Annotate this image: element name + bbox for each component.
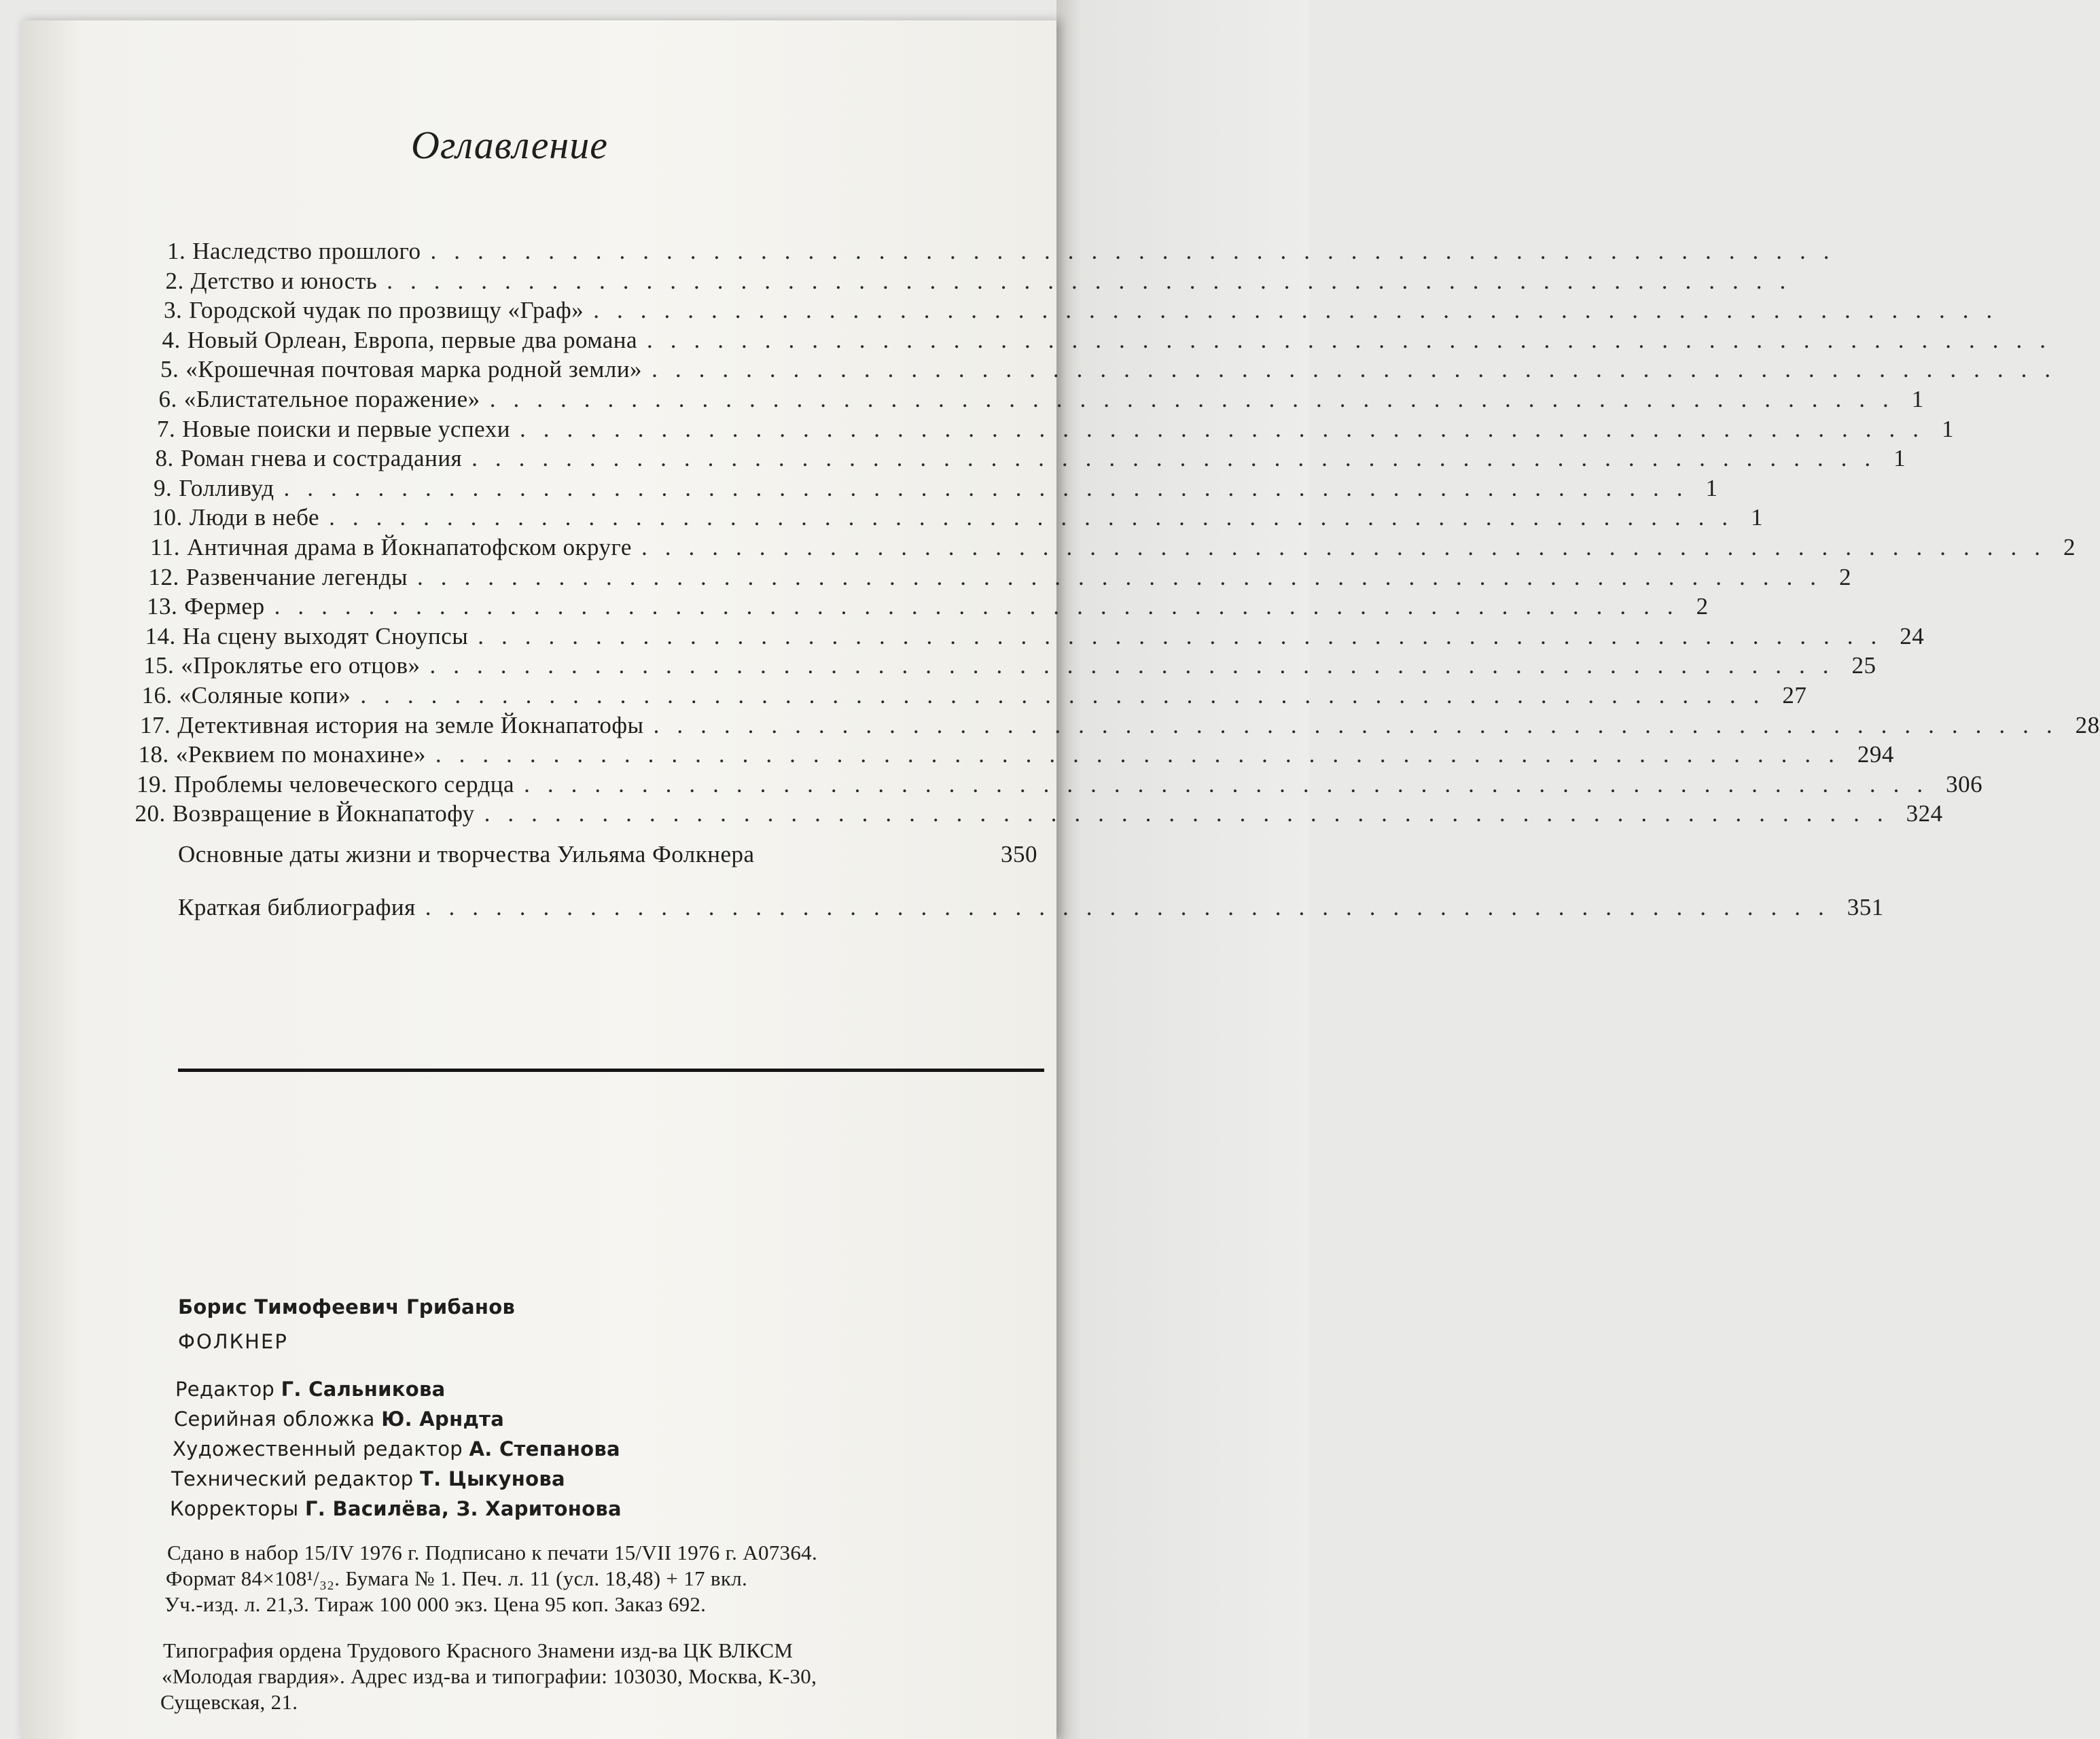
- toc-entry-number: 20.: [135, 800, 166, 827]
- contents-heading: Оглавление: [411, 123, 608, 167]
- toc-entry: [140, 711, 2100, 739]
- leader-dots: ............................................................: [478, 622, 1895, 649]
- toc-entry-number: 14.: [145, 622, 176, 649]
- toc-entry: [152, 504, 1764, 531]
- toc-entry-page: 294: [1857, 741, 1894, 768]
- toc-entry-number: 15.: [143, 652, 175, 679]
- toc-entry-title: Новые поиски и первые успехи: [182, 415, 510, 442]
- toc-entry-title: На сцену выходят Сноупсы: [182, 622, 469, 649]
- credit-role: Серийная обложка: [174, 1408, 375, 1431]
- leader-dots: ............................................................: [387, 267, 1804, 294]
- toc-entry-number: 3.: [164, 297, 183, 324]
- toc-entry-page: 2: [2063, 534, 2076, 560]
- toc-entry-title: Наследство прошлого: [192, 238, 421, 264]
- toc-entry: [143, 652, 1876, 679]
- toc-entry-page: 27: [1782, 682, 1807, 709]
- toc-entry: [137, 770, 1983, 798]
- toc-entry: [167, 238, 1847, 265]
- leader-dots: ............................................................: [652, 356, 2069, 383]
- toc-entry-title: «Реквием по монахине»: [175, 741, 426, 768]
- toc-entry-number: 9.: [154, 474, 173, 501]
- toc-entry-number: 17.: [140, 711, 171, 738]
- printer-line: «Молодая гвардия». Адрес изд-ва и типографии: 103030, Москва, К-30,: [162, 1664, 817, 1688]
- toc-entry-page: 1: [1705, 474, 1718, 501]
- print-detail-line: Сдано в набор 15/IV 1976 г. Подписано к печати 15/VII 1976 г. А07364.: [167, 1541, 817, 1564]
- toc-entry: [154, 474, 1718, 502]
- toc-entry: [157, 415, 1954, 443]
- toc-entry-page: 350: [1001, 841, 1037, 867]
- printer-line: Типография ордена Трудового Красного Знамени изд-ва ЦК ВЛКСМ: [163, 1638, 794, 1662]
- toc-entry-title: «Соляные копи»: [179, 682, 351, 709]
- credit-line: [175, 1378, 445, 1401]
- credit-role: Художественный редактор: [173, 1437, 463, 1460]
- credit-name: Т. Цыкунова: [420, 1467, 565, 1490]
- leader-dots: ............................................................: [435, 741, 1852, 768]
- credit-line: [173, 1437, 620, 1460]
- leader-dots: ............................................................: [647, 326, 2064, 353]
- toc-entry-title: Проблемы человеческого сердца: [174, 770, 515, 797]
- credit-name: А. Степанова: [469, 1437, 620, 1460]
- toc-entry-page: 28: [2075, 711, 2100, 738]
- leader-dots: ............................................................: [360, 682, 1777, 709]
- credit-name: Г. Сальникова: [281, 1378, 446, 1401]
- toc-entry: [135, 800, 1943, 827]
- toc-entry-title: «Крошечная почтовая марка родной земли»: [185, 356, 643, 383]
- toc-entry-title: «Проклятье его отцов»: [181, 652, 421, 679]
- toc-entry: [158, 386, 1924, 413]
- toc-entry-number: 16.: [141, 682, 173, 709]
- toc-entry-title: Городской чудак по прозвищу «Граф»: [189, 297, 584, 324]
- toc-entry-number: 18.: [138, 741, 169, 768]
- leader-dots: ............................................................: [653, 711, 2070, 738]
- toc-entry: [148, 563, 1852, 591]
- leader-dots: ............................................................: [274, 593, 1691, 620]
- credit-line: [171, 1467, 565, 1490]
- toc-entry-page: 324: [1906, 800, 1943, 827]
- credit-line: [170, 1497, 622, 1520]
- printer-line: Сущевская, 21.: [160, 1690, 298, 1714]
- toc-entry-title: «Блистательное поражение»: [183, 386, 480, 412]
- credit-role: Технический редактор: [171, 1467, 414, 1490]
- toc-entry: [164, 297, 2010, 324]
- print-detail-line: Формат 84×108¹/₃₂. Бумага № 1. Печ. л. 11 (усл. 18,48) + 17 вкл.: [166, 1566, 748, 1590]
- leader-dots: ............................................................: [489, 386, 1906, 412]
- leader-dots: ............................................................: [593, 297, 2010, 324]
- toc-entry: [162, 326, 2064, 354]
- toc-entry-page: 1: [1911, 386, 1924, 412]
- toc-entry-page: 1: [1941, 415, 1954, 442]
- toc-entry: [138, 741, 1894, 768]
- leader-dots: ............................................................: [471, 445, 1889, 472]
- leader-dots: ............................................................: [641, 534, 2058, 560]
- toc-entry-title: Детективная история на земле Йокнапатофы: [177, 711, 644, 738]
- toc-entry-page: 2: [1839, 563, 1852, 590]
- toc-entry-title: Античная драма в Йокнапатофском округе: [186, 534, 632, 560]
- credit-role: Редактор: [175, 1378, 275, 1401]
- toc-entry-page: 306: [1946, 770, 1983, 797]
- toc-entry-number: 4.: [162, 326, 181, 353]
- credit-role: Корректоры: [170, 1497, 299, 1520]
- leader-dots: ............................................................: [425, 894, 1842, 920]
- credit-name: Ю. Арндта: [381, 1408, 505, 1431]
- toc-entry-number: 5.: [160, 356, 179, 383]
- toc-entry: [165, 267, 1804, 295]
- toc-entry-number: 11.: [150, 534, 180, 560]
- toc-entry-page: 24: [1900, 622, 1925, 649]
- credit-line: [174, 1408, 504, 1431]
- leader-dots: ............................................................: [429, 652, 1847, 679]
- toc-entry-page: 2: [1696, 593, 1709, 620]
- leader-dots: ............................................................: [430, 238, 1847, 264]
- toc-entry-number: 10.: [152, 504, 183, 531]
- credit-name: Г. Василёва, З. Харитонова: [304, 1497, 622, 1520]
- toc-entry-title: Фермер: [184, 593, 265, 620]
- toc-entry-title: Развенчание легенды: [185, 563, 408, 590]
- leader-dots: ............................................................: [524, 770, 1941, 797]
- toc-entry-number: 8.: [155, 445, 174, 472]
- leader-dots: ............................................................: [283, 474, 1701, 501]
- toc-entry-number: 6.: [158, 386, 177, 412]
- toc-entry: [155, 445, 1906, 472]
- toc-entry-page: 1: [1751, 504, 1764, 531]
- toc-entry-title: Детство и юность: [190, 267, 378, 294]
- toc-entry-page: 25: [1851, 652, 1876, 679]
- divider-rule: [178, 1069, 1044, 1072]
- toc-entry-title: Новый Орлеан, Европа, первые два романа: [187, 326, 638, 353]
- toc-entry: [141, 682, 1807, 709]
- toc-entry: [145, 622, 1925, 650]
- toc-entry-title: Люди в небе: [189, 504, 320, 531]
- toc-entry-number: 13.: [147, 593, 178, 620]
- toc-entry-title: Роман гнева и сострадания: [180, 445, 463, 472]
- toc-entry-number: 2.: [165, 267, 184, 294]
- toc-entry: [147, 593, 1709, 620]
- leader-dots: ............................................................: [484, 800, 1901, 827]
- toc-entry-title: Основные даты жизни и творчества Уильяма Фолкнера: [178, 841, 755, 867]
- leader-dots: ............................................................: [519, 415, 1936, 442]
- toc-entry-number: 12.: [148, 563, 179, 590]
- toc-entry: [150, 534, 2076, 561]
- toc-entry: [160, 356, 2069, 383]
- toc-entry-title: Краткая библиография: [178, 894, 416, 920]
- toc-entry-page: 1: [1893, 445, 1906, 472]
- toc-entry-number: 7.: [157, 415, 176, 442]
- toc-entry-page: 351: [1847, 894, 1884, 920]
- author-name: Борис Тимофеевич Грибанов: [178, 1295, 516, 1319]
- leader-dots: ............................................................: [417, 563, 1834, 590]
- toc-entry-title: Возвращение в Йокнапатофу: [172, 800, 475, 827]
- toc-entry-title: Голливуд: [179, 474, 274, 501]
- toc-entry-number: 1.: [167, 238, 186, 264]
- toc-extra-entry: [178, 894, 1884, 921]
- toc-extra-entry: [178, 841, 1037, 868]
- print-detail-line: Уч.-изд. л. 21,3. Тираж 100 000 экз. Цена 95 коп. Заказ 692.: [164, 1592, 707, 1616]
- leader-dots: ............................................................: [329, 504, 1746, 531]
- book-title: ФОЛКНЕР: [178, 1330, 288, 1353]
- toc-entry-number: 19.: [137, 770, 168, 797]
